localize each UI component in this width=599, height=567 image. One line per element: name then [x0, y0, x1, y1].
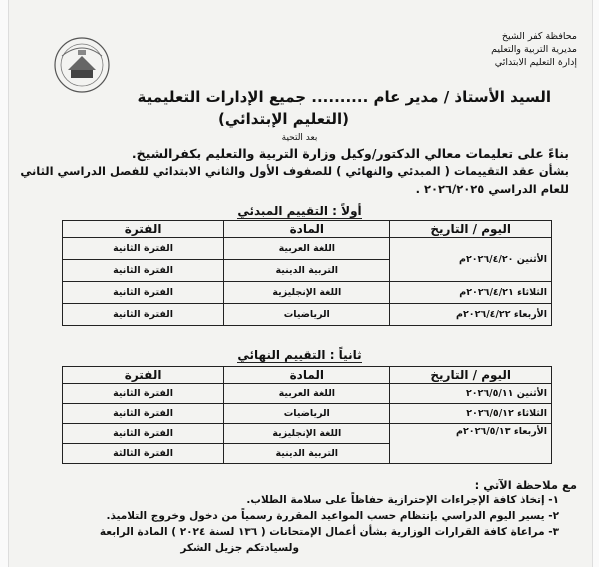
letterhead [491, 30, 577, 69]
final-assessment-table [62, 366, 552, 464]
table-row [63, 384, 552, 404]
header-day-date: اليوم / التاريخ [390, 367, 552, 384]
left-edge [0, 0, 9, 567]
cell-subject: الرياضيات [224, 304, 390, 326]
table-row [63, 282, 552, 304]
cell-period: الفترة الثانية [63, 260, 224, 282]
cell-day: الأربعاء ٢٠٢٦/٤/٢٢م [390, 304, 552, 326]
cell-period: الفترة الثانية [63, 238, 224, 260]
cell-period: الفترة الثانية [63, 304, 224, 326]
cell-day: الأثنين ٢٠٢٦/٤/٢٠م [390, 238, 552, 282]
cell-subject: اللغة العربية [224, 384, 390, 404]
table-row [63, 404, 552, 424]
table-header-row [63, 221, 552, 238]
cell-day: الأربعاء ٢٠٢٦/٥/١٣م [390, 424, 552, 464]
header-subject: المادة [224, 221, 390, 238]
table-row [63, 238, 552, 260]
cell-subject: اللغة العربية [224, 238, 390, 260]
body-line-2: بشأن عقد التقييمات ( المبدئي والنهائي ) للصفوف الأول والثاني الابتدائي للفصل الدراسي الثاني [20, 164, 569, 178]
cell-period: الفترة الثانية [63, 384, 224, 404]
note-item-2: ٢- يسير اليوم الدراسي بإنتظام حسب المواعيد المقررة رسمياً من دخول وخروج التلاميذ. [106, 510, 559, 522]
letterhead-directorate: مديرية التربية والتعليم [491, 44, 577, 55]
section-2-title: ثانياً : التقييم النهائي [237, 348, 362, 362]
cell-subject: الرياضيات [224, 404, 390, 424]
body-line-3: للعام الدراسي ٢٠٢٦/٢٠٢٥ . [415, 182, 569, 196]
letterhead-governorate: محافظة كفر الشيخ [501, 31, 577, 42]
greeting: بعد التحية [281, 133, 318, 143]
cell-subject: اللغة الإنجليزية [224, 282, 390, 304]
initial-assessment-table [62, 220, 552, 326]
body-line-1: بناءً على تعليمات معالي الدكتور/وكيل وزارة التربية والتعليم بكفرالشيخ. [131, 146, 569, 161]
cell-day: الثلاثاء ٢٠٢٦/٥/١٢ [390, 404, 552, 424]
cell-day: الثلاثاء ٢٠٢٦/٤/٢١م [390, 282, 552, 304]
cell-subject: التربية الدينية [224, 260, 390, 282]
note-item-1: ١- إتخاذ كافة الإجراءات الإحترازية حفاظاً على سلامة الطلاب. [246, 494, 559, 506]
section-1-title: أولاً : التقييم المبدئي [237, 204, 362, 218]
right-edge [592, 0, 599, 567]
header-period: الفترة [63, 367, 224, 384]
cell-period: الفترة الثانية [63, 424, 224, 444]
ministry-logo [48, 36, 116, 94]
table-header-row [63, 367, 552, 384]
cell-period: الفترة الثانية [63, 404, 224, 424]
cell-subject: التربية الدينية [224, 444, 390, 464]
addressee-line: السيد الأستاذ / مدير عام .......... جميع الإدارات التعليمية [137, 88, 551, 106]
cell-day: الأثنين ٢٠٢٦/٥/١١ [390, 384, 552, 404]
header-day-date: اليوم / التاريخ [390, 221, 552, 238]
cell-subject: اللغة الإنجليزية [224, 424, 390, 444]
note-item-3: ٣- مراعاة كافة القرارات الوزارية بشأن أعمال الإمتحانات ( ١٣٦ لسنة ٢٠٢٤ ) المادة الرابعة [99, 526, 559, 538]
addressee-dept: (التعليم الإبتدائي) [218, 110, 349, 128]
cell-period: الفترة الثالثة [63, 444, 224, 464]
header-subject: المادة [224, 367, 390, 384]
letterhead-administration: إدارة التعليم الابتدائي [494, 57, 577, 68]
table-row [63, 304, 552, 326]
closing-thanks: ولسيادتكم جزيل الشكر [180, 542, 299, 554]
header-period: الفترة [63, 221, 224, 238]
table-row [63, 424, 552, 444]
cell-period: الفترة الثانية [63, 282, 224, 304]
notes-title: مع ملاحظة الآتي : [474, 478, 577, 492]
